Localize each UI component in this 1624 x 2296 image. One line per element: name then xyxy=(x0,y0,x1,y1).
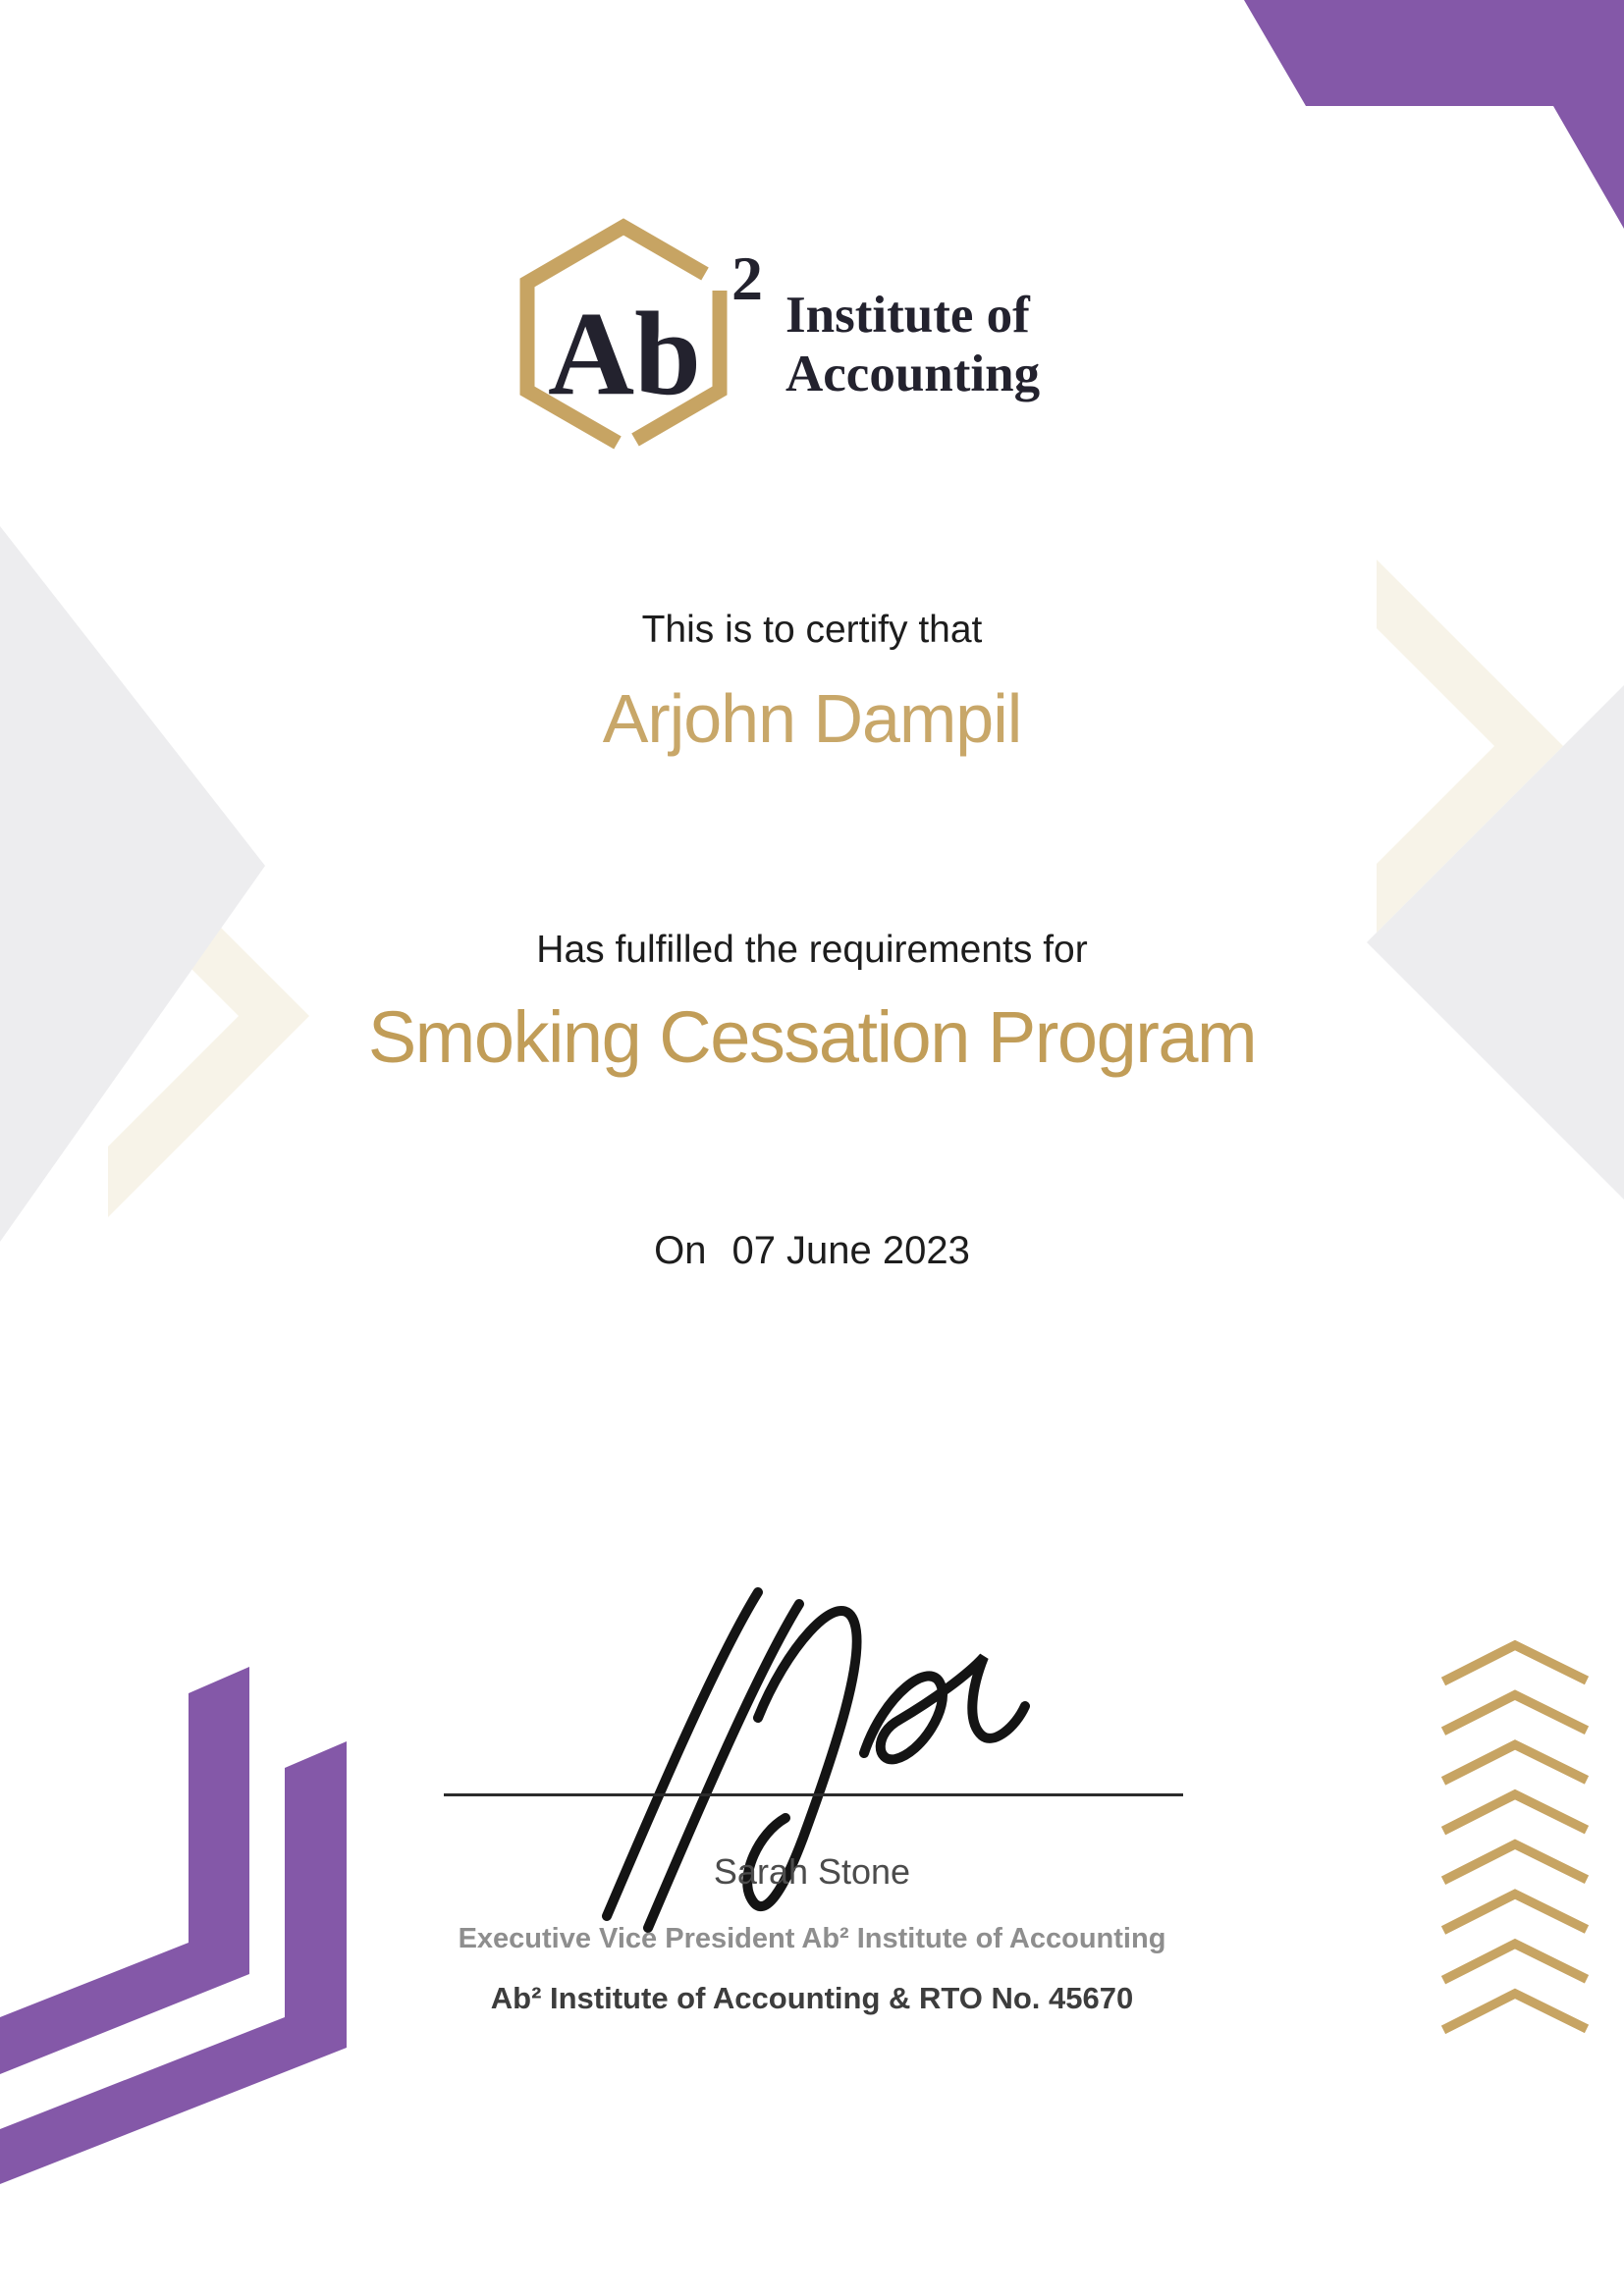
signature-line xyxy=(444,1793,1183,1796)
program-name: Smoking Cessation Program xyxy=(367,996,1257,1078)
recipient-name: Arjohn Dampil xyxy=(602,680,1022,757)
date-value: 07 June 2023 xyxy=(731,1229,970,1272)
date-prefix: On xyxy=(654,1229,707,1272)
signatory-name: Sarah Stone xyxy=(713,1851,911,1892)
signature-stroke xyxy=(864,1657,1025,1759)
fulfilled-statement: Has fulfilled the requirements for xyxy=(536,929,1088,971)
certify-intro: This is to certify that xyxy=(641,609,983,651)
logo-org-line2: Accounting xyxy=(785,345,1041,402)
logo-exponent: 2 xyxy=(731,243,763,313)
signatory-title: Executive Vice President Ab² Institute of Accounting xyxy=(458,1923,1166,1954)
registration-line: Ab² Institute of Accounting & RTO No. 45670 xyxy=(490,1981,1134,2015)
logo-monogram: Ab xyxy=(548,288,701,420)
logo-org-line1: Institute of xyxy=(785,287,1030,344)
